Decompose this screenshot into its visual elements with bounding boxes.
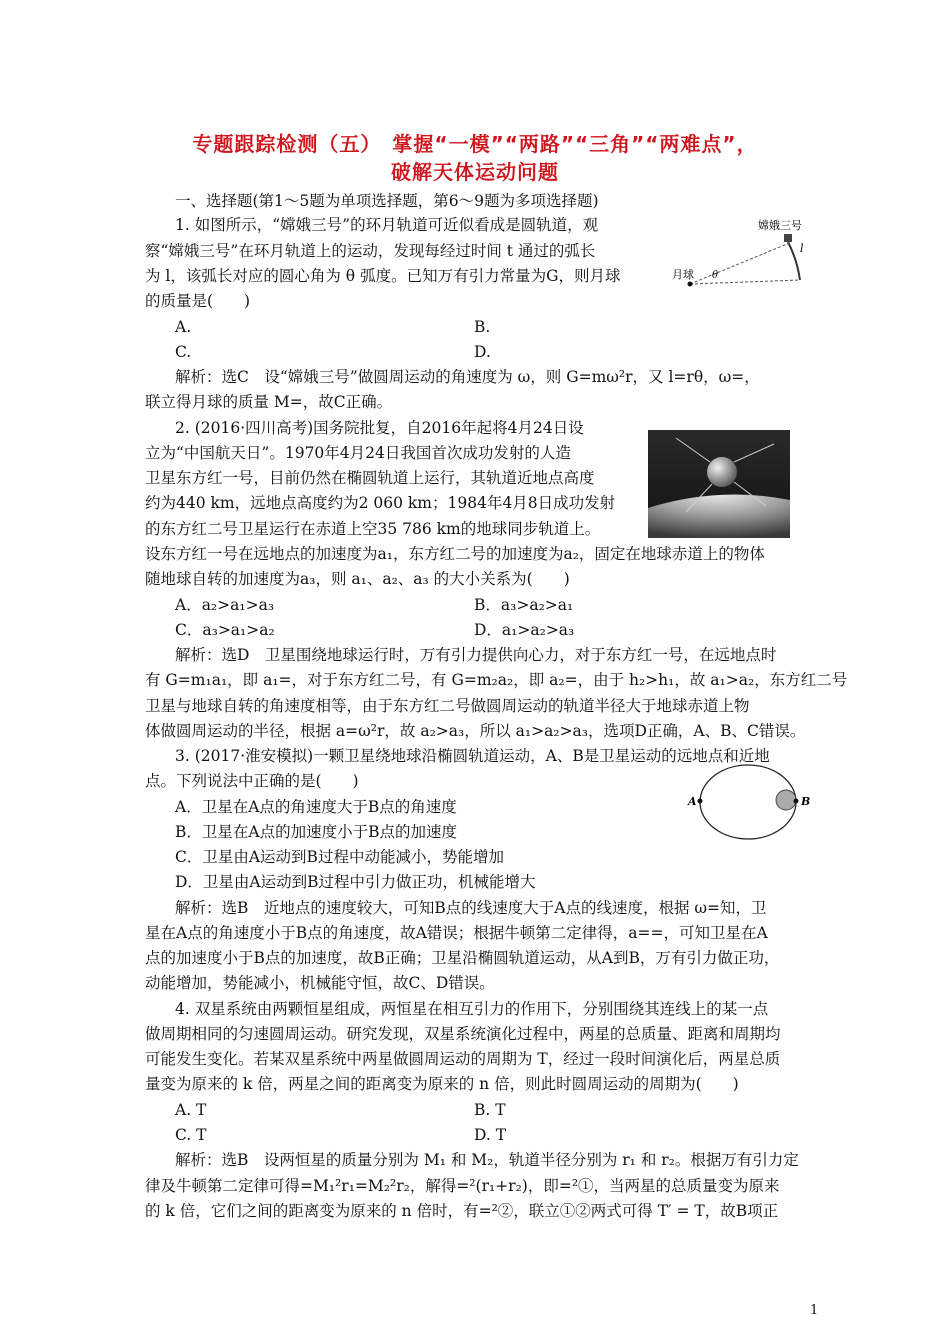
q1-option-b: B. — [474, 318, 491, 336]
label-b: B — [801, 795, 811, 808]
radius-line-2 — [690, 280, 800, 284]
q4-option-c: C. T — [175, 1126, 207, 1144]
q2-line: 随地球自转的加速度为a₃，则 a₁、a₂、a₃ 的大小关系为( ) — [145, 570, 570, 588]
q3-line: 点。下列说法中正确的是( ) — [145, 772, 359, 790]
q2-line: 约为440 km，远地点高度约为2 060 km；1984年4月8日成功发射 — [145, 494, 616, 512]
q2-line: 2. (2016·四川高考)国务院批复，自2016年起将4月24日设 — [175, 419, 584, 437]
q3-analysis: 点的加速度小于B点的加速度，故B正确；卫星沿椭圆轨道运动，从A到B，万有引力做正功， — [145, 949, 780, 967]
q3-option-c: C．卫星由A运动到B过程中动能减小，势能增加 — [175, 848, 504, 866]
satellite-photo — [648, 430, 790, 538]
q1-line: 察“嫦娥三号”在环月轨道上的运动，发现每经过时间 t 通过的弧长 — [145, 242, 596, 260]
q4-line: 可能发生变化。若某双星系统中两星做圆周运动的周期为 T，经过一段时间演化后，两星总质 — [145, 1050, 781, 1068]
page-number: 1 — [810, 1303, 819, 1318]
moon-center-dot — [688, 282, 693, 287]
ellipse-orbit-figure — [686, 760, 820, 844]
q2-option-d: D．a₁>a₂>a₃ — [474, 621, 575, 639]
q3-line: 3. (2017·淮安模拟)一颗卫星绕地球沿椭圆轨道运动，A、B是卫星运动的远地点和近地 — [175, 747, 770, 765]
q2-analysis: 卫星与地球自转的角速度相等，由于东方红二号做圆周运动的轨道半径大于地球赤道上物 — [145, 697, 750, 715]
q3-option-a: A．卫星在A点的角速度大于B点的角速度 — [175, 798, 457, 816]
q2-analysis: 有 G=m₁a₁，即 a₁=，对于东方红二号，有 G=m₂a₂，即 a₂=，由于 h₂>h₁，故 a₁>a₂，东方红二号 — [145, 671, 848, 689]
moon-label: 月球 — [672, 268, 694, 281]
q1-option-c: C. — [175, 343, 192, 361]
q4-line: 4. 双星系统由两颗恒星组成，两恒星在相互引力的作用下，分别围绕其连线上的某一点 — [175, 1000, 769, 1018]
q2-line: 的东方红二号卫星运行在赤道上空35 786 km的地球同步轨道上。 — [145, 520, 601, 538]
earth-circle — [776, 790, 796, 810]
satellite-body — [707, 457, 737, 487]
q4-analysis: 的 k 倍，它们之间的距离变为原来的 n 倍时，有=²②，联立①②两式可得 T′ = T，故B项正 — [145, 1202, 779, 1220]
q3-analysis: 动能增加，势能减小，机械能守恒，故C、D错误。 — [145, 974, 495, 992]
q1-analysis: 联立得月球的质量 M=，故C正确。 — [145, 393, 393, 411]
q1-option-d: D. — [474, 343, 491, 361]
radius-line-1 — [690, 242, 792, 284]
q4-option-a: A. T — [175, 1101, 207, 1119]
q4-option-d: D. T — [474, 1126, 507, 1144]
q3-analysis: 解析：选B 近地点的速度较大，可知B点的线速度大于A点的线速度，根据 ω=知，卫 — [175, 899, 767, 917]
q4-line: 量变为原来的 k 倍，两星之间的距离变为原来的 n 倍，则此时圆周运动的周期为( ) — [145, 1075, 739, 1093]
arc-length-label: l — [800, 242, 804, 255]
q2-line: 卫星东方红一号，目前仍然在椭圆轨道上运行，其轨道近地点高度 — [145, 469, 595, 487]
spacecraft-icon — [784, 234, 792, 242]
q2-line: 设东方红一号在远地点的加速度为a₁，东方红二号的加速度为a₂，固定在地球赤道上的物体 — [145, 545, 765, 563]
q2-analysis: 体做圆周运动的半径，根据 a=ω²r，故 a₂>a₃，所以 a₁>a₂>a₃，选项D正确，A、B、C错误。 — [145, 722, 806, 740]
q2-option-a: A．a₂>a₁>a₃ — [175, 596, 275, 614]
q3-option-b: B．卫星在A点的加速度小于B点的加速度 — [175, 823, 457, 841]
q2-option-c: C．a₃>a₁>a₂ — [175, 621, 275, 639]
orbit-arc — [788, 242, 800, 280]
q2-line: 立为“中国航天日”。1970年4月24日我国首次成功发射的人造 — [145, 444, 571, 462]
q2-analysis: 解析：选D 卫星围绕地球运行时，万有引力提供向心力，对于东方红一号，在远地点时 — [175, 646, 777, 664]
q1-line: 为 l，该弧长对应的圆心角为 θ 弧度。已知万有引力常量为G，则月球 — [145, 267, 621, 285]
point-b — [794, 799, 799, 804]
q2-option-b: B．a₃>a₂>a₁ — [474, 596, 574, 614]
q1-option-a: A. — [175, 318, 192, 336]
q4-analysis: 律及牛顿第二定律可得=M₁²r₁=M₂²r₂，解得=²(r₁+r₂)，即=²①，当两星的总质量变为原来 — [145, 1177, 780, 1195]
q1-analysis: 解析：选C 设“嫦娥三号”做圆周运动的角速度为 ω，则 G=mω²r，又 l=rθ，ω=， — [175, 368, 760, 386]
label-a: A — [688, 795, 697, 808]
moon-orbit-figure — [668, 212, 808, 292]
section-heading: 一、选择题(第1～5题为单项选择题，第6～9题为多项选择题) — [175, 192, 599, 210]
q3-option-d: D．卫星由A运动到B过程中引力做正功，机械能增大 — [175, 873, 536, 891]
page-title: 专题跟踪检测（五） 掌握“一模”“两路”“三角”“两难点”， — [192, 132, 758, 156]
craft-label: 嫦娥三号 — [758, 219, 802, 232]
q4-analysis: 解析：选B 设两恒星的质量分别为 M₁ 和 M₂，轨道半径分别为 r₁ 和 r₂。根据万有引力定 — [175, 1151, 799, 1169]
page-title-line2: 破解天体运动问题 — [391, 160, 559, 184]
q1-line: 1. 如图所示，“嫦娥三号”的环月轨道可近似看成是圆轨道，观 — [175, 216, 599, 234]
q3-analysis: 星在A点的角速度小于B点的角速度，故A错误；根据牛顿第二定律得，a==，可知卫星在A — [145, 924, 768, 942]
q1-line: 的质量是( ) — [145, 292, 251, 310]
point-a — [698, 799, 703, 804]
q4-line: 做周期相同的匀速圆周运动。研究发现，双星系统演化过程中，两星的总质量、距离和周期均 — [145, 1025, 781, 1043]
angle-label: θ — [712, 270, 719, 281]
q4-option-b: B. T — [474, 1101, 506, 1119]
